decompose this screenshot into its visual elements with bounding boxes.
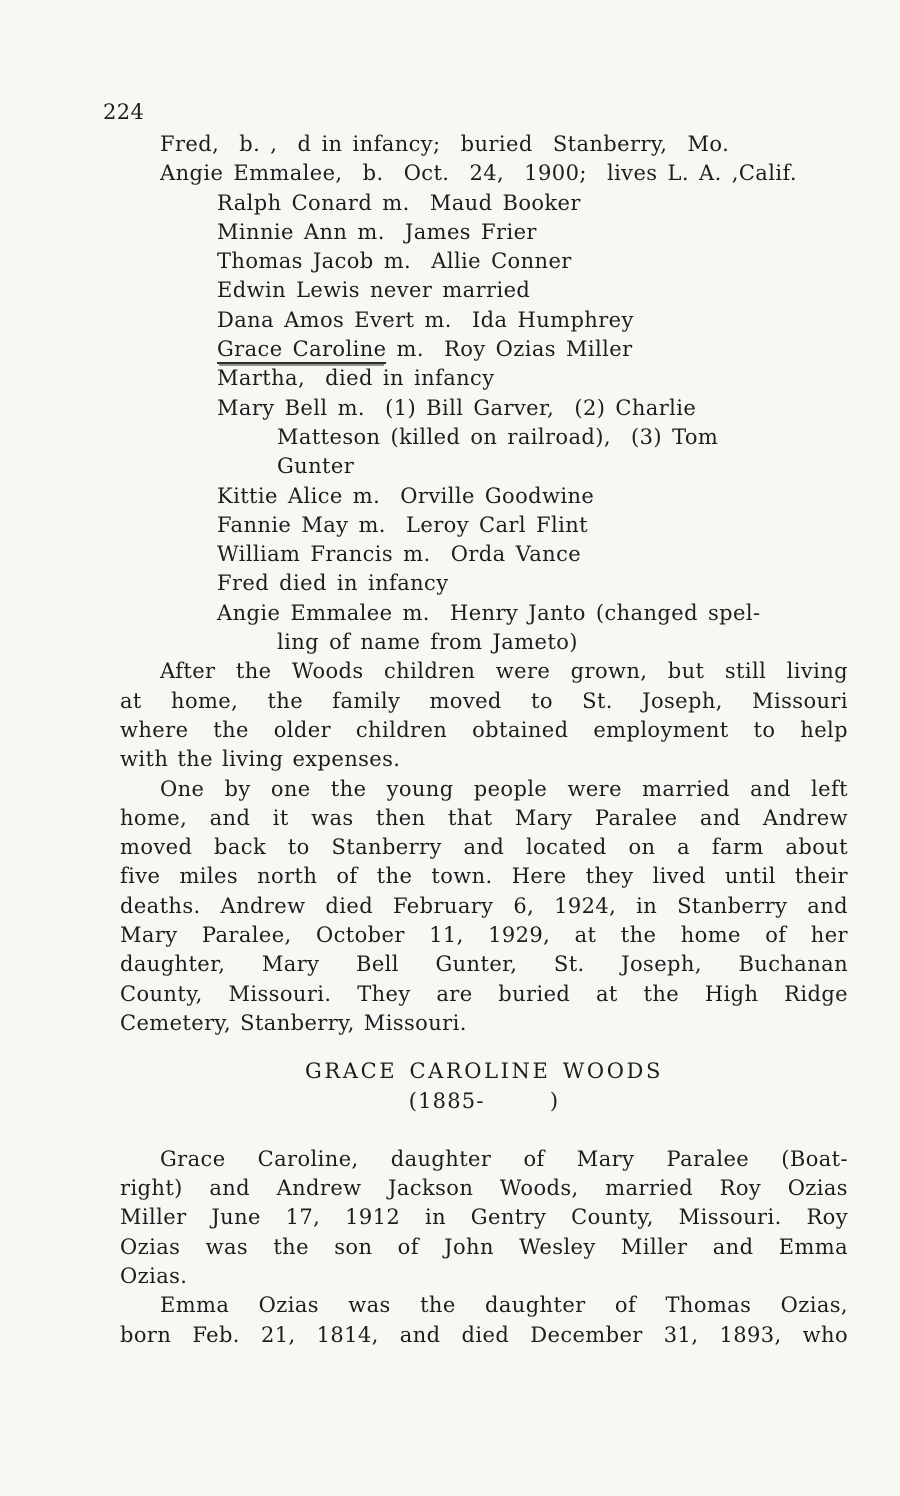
- genealogy-line: Kittie Alice m. Orville Goodwine: [217, 483, 595, 508]
- genealogy-line: Angie Emmalee m. Henry Janto (changed spel-: [217, 600, 761, 625]
- section-heading-years: (1885- ): [408, 1088, 560, 1113]
- genealogy-line: Fannie May m. Leroy Carl Flint: [217, 512, 589, 537]
- paragraph-line: daughter, Mary Bell Gunter, St. Joseph, Buchanan: [120, 952, 848, 977]
- paragraph-line: five miles north of the town. Here they lived until their: [120, 864, 848, 889]
- paragraph-line: home, and it was then that Mary Paralee and Andrew: [120, 805, 848, 830]
- genealogy-line: William Francis m. Orda Vance: [217, 542, 582, 567]
- genealogy-line: Gunter: [277, 454, 355, 479]
- page-content: [120, 130, 848, 1350]
- paragraph-line: After the Woods children were grown, but still living: [160, 659, 848, 684]
- paragraph-line: Miller June 17, 1912 in Gentry County, Missouri. Roy: [120, 1205, 848, 1230]
- genealogy-line: Edwin Lewis never married: [217, 278, 531, 303]
- page-number: 224: [103, 100, 145, 124]
- paragraph-line: County, Missouri. They are buried at the High Ridge: [120, 981, 848, 1006]
- paragraph-line: Grace Caroline, daughter of Mary Paralee (Boat-: [160, 1146, 848, 1171]
- genealogy-line: Minnie Ann m. James Frier: [217, 219, 537, 244]
- paragraph-line: Ozias.: [120, 1263, 188, 1288]
- genealogy-line: Ralph Conard m. Maud Booker: [217, 190, 581, 215]
- paragraph-line: with the living expenses.: [120, 747, 401, 772]
- section-heading: GRACE CAROLINE WOODS: [305, 1059, 663, 1084]
- paragraph-line: where the older children obtained employment to help: [120, 717, 848, 742]
- paragraph-line: born Feb. 21, 1814, and died December 31, 1893, who: [120, 1322, 848, 1347]
- paragraph-line: right) and Andrew Jackson Woods, married Roy Ozias: [120, 1176, 848, 1201]
- paragraph-line: Mary Paralee, October 11, 1929, at the home of her: [120, 923, 848, 948]
- paragraph-line: at home, the family moved to St. Joseph, Missouri: [120, 688, 848, 713]
- paragraph-line: Emma Ozias was the daughter of Thomas Ozias,: [160, 1293, 848, 1318]
- genealogy-line: Martha, died in infancy: [217, 366, 495, 391]
- paragraph-line: Cemetery, Stanberry, Missouri.: [120, 1010, 467, 1035]
- genealogy-line: Dana Amos Evert m. Ida Humphrey: [217, 307, 634, 332]
- genealogy-line: Thomas Jacob m. Allie Conner: [217, 249, 572, 274]
- paragraph-line: Ozias was the son of John Wesley Miller and Emma: [120, 1234, 848, 1259]
- genealogy-line: ling of name from Jameto): [277, 630, 578, 655]
- paragraph-line: deaths. Andrew died February 6, 1924, in Stanberry and: [120, 893, 848, 918]
- genealogy-line: Mary Bell m. (1) Bill Garver, (2) Charlie: [217, 395, 697, 420]
- genealogy-line: Angie Emmalee, b. Oct. 24, 1900; lives L. A. ,Calif.: [160, 161, 797, 186]
- genealogy-line: Fred, b. , d in infancy; buried Stanberry, Mo.: [160, 132, 730, 156]
- line-rest: m. Roy Ozias Miller: [386, 337, 633, 362]
- paragraph-line: moved back to Stanberry and located on a farm about: [120, 835, 848, 860]
- genealogy-line-underlined: [120, 335, 848, 364]
- paragraph-line: One by one the young people were married and left: [160, 776, 848, 801]
- underlined-name: Grace Caroline: [217, 337, 386, 364]
- genealogy-line: Fred died in infancy: [217, 571, 449, 596]
- genealogy-line: Matteson (killed on railroad), (3) Tom: [277, 424, 719, 449]
